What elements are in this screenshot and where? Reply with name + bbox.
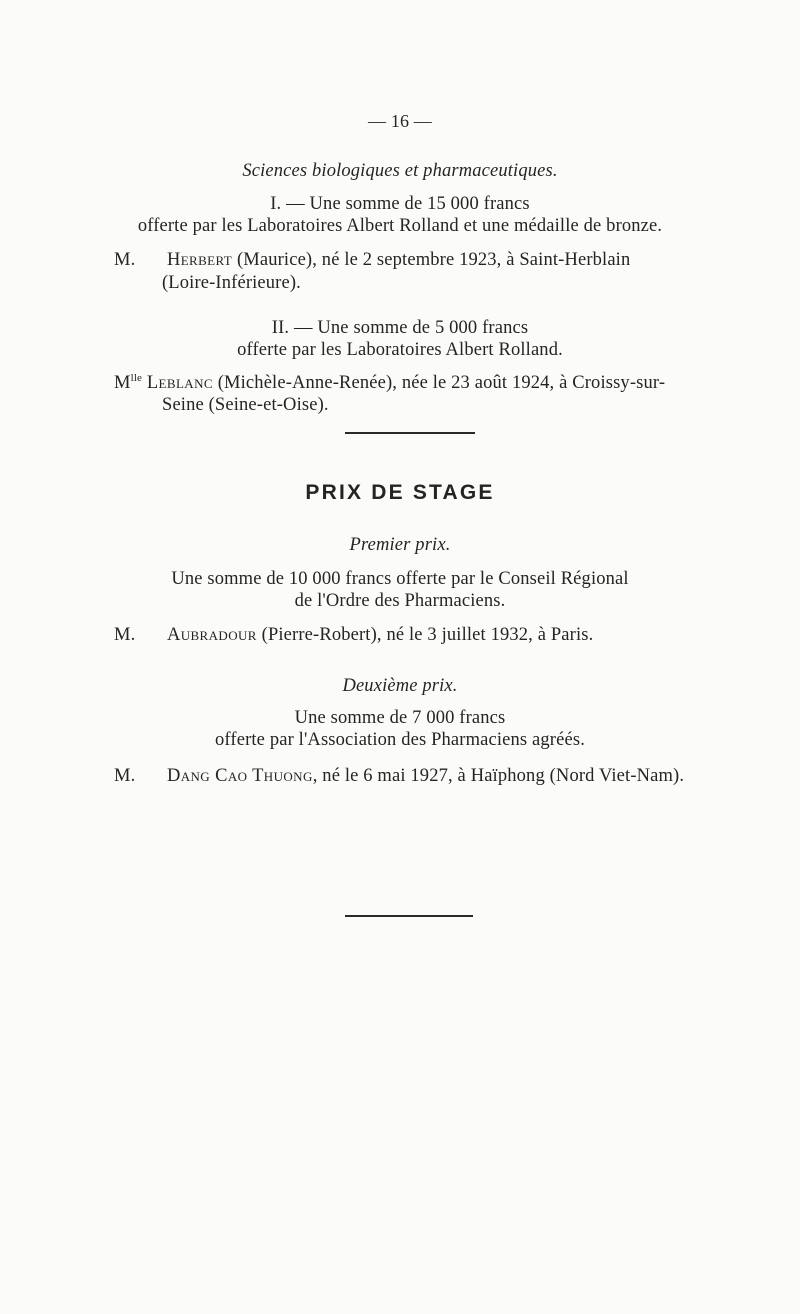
award-2-offer: offerte par les Laboratoires Albert Rolland. <box>237 340 563 360</box>
page-number: — 16 — <box>368 111 432 131</box>
winner-1-title: M. <box>114 250 136 270</box>
premier-winner-title: M. <box>114 625 136 645</box>
section-heading-biology: Sciences biologiques et pharmaceutiques. <box>242 161 558 181</box>
premier-winner-name: Aubradour <box>166 625 257 645</box>
winner-1-details-2: (Loire-Inférieure). <box>162 273 301 293</box>
winner-2-title: $M^{lle}$ <box>114 371 143 393</box>
deuxieme-prix-line-1: Une somme de 7 000 francs <box>294 708 506 728</box>
premier-winner-details: (Pierre-Robert), né le 3 juillet 1932, à Paris. <box>261 625 594 645</box>
award-1-title: I. — Une somme de 15 000 francs <box>270 194 530 214</box>
section-heading-stage: PRIX DE STAGE <box>305 481 495 504</box>
deuxieme-prix-line-2: offerte par l'Association des Pharmaciens agréés. <box>215 730 585 750</box>
deuxieme-winner-details: , né le 6 mai 1927, à Haïphong (Nord Viet-Nam). <box>312 766 685 786</box>
deuxieme-winner-title: M. <box>114 766 136 786</box>
premier-prix-title: Premier prix. <box>349 535 451 555</box>
winner-2-line-1 <box>114 372 665 394</box>
section-divider <box>345 432 475 434</box>
winner-2-details-2: Seine (Seine-et-Oise). <box>162 395 329 415</box>
deuxieme-winner-name: Dang Cao Thuong <box>166 766 313 786</box>
award-2-title: II. — Une somme de 5 000 francs <box>271 318 529 338</box>
premier-prix-line-1: Une somme de 10 000 francs offerte par le Conseil Régional <box>171 569 629 589</box>
award-1-offer: offerte par les Laboratoires Albert Rolland et une médaille de bronze. <box>137 216 663 236</box>
deuxieme-prix-title: Deuxième prix. <box>342 676 458 696</box>
deuxieme-prix-winner <box>114 765 684 787</box>
premier-prix-winner <box>114 624 593 646</box>
winner-1-name: Herbert <box>166 250 233 270</box>
winner-1-details: (Maurice), né le 2 septembre 1923, à Saint-Herblain <box>236 250 631 270</box>
winner-2-details: (Michèle-Anne-Renée), née le 23 août 1924, à Croissy-sur- <box>217 373 666 393</box>
winner-2-name: Leblanc <box>146 373 213 393</box>
winner-1-line-1 <box>114 249 630 271</box>
premier-prix-line-2: de l'Ordre des Pharmaciens. <box>294 591 506 611</box>
end-divider <box>345 915 473 917</box>
